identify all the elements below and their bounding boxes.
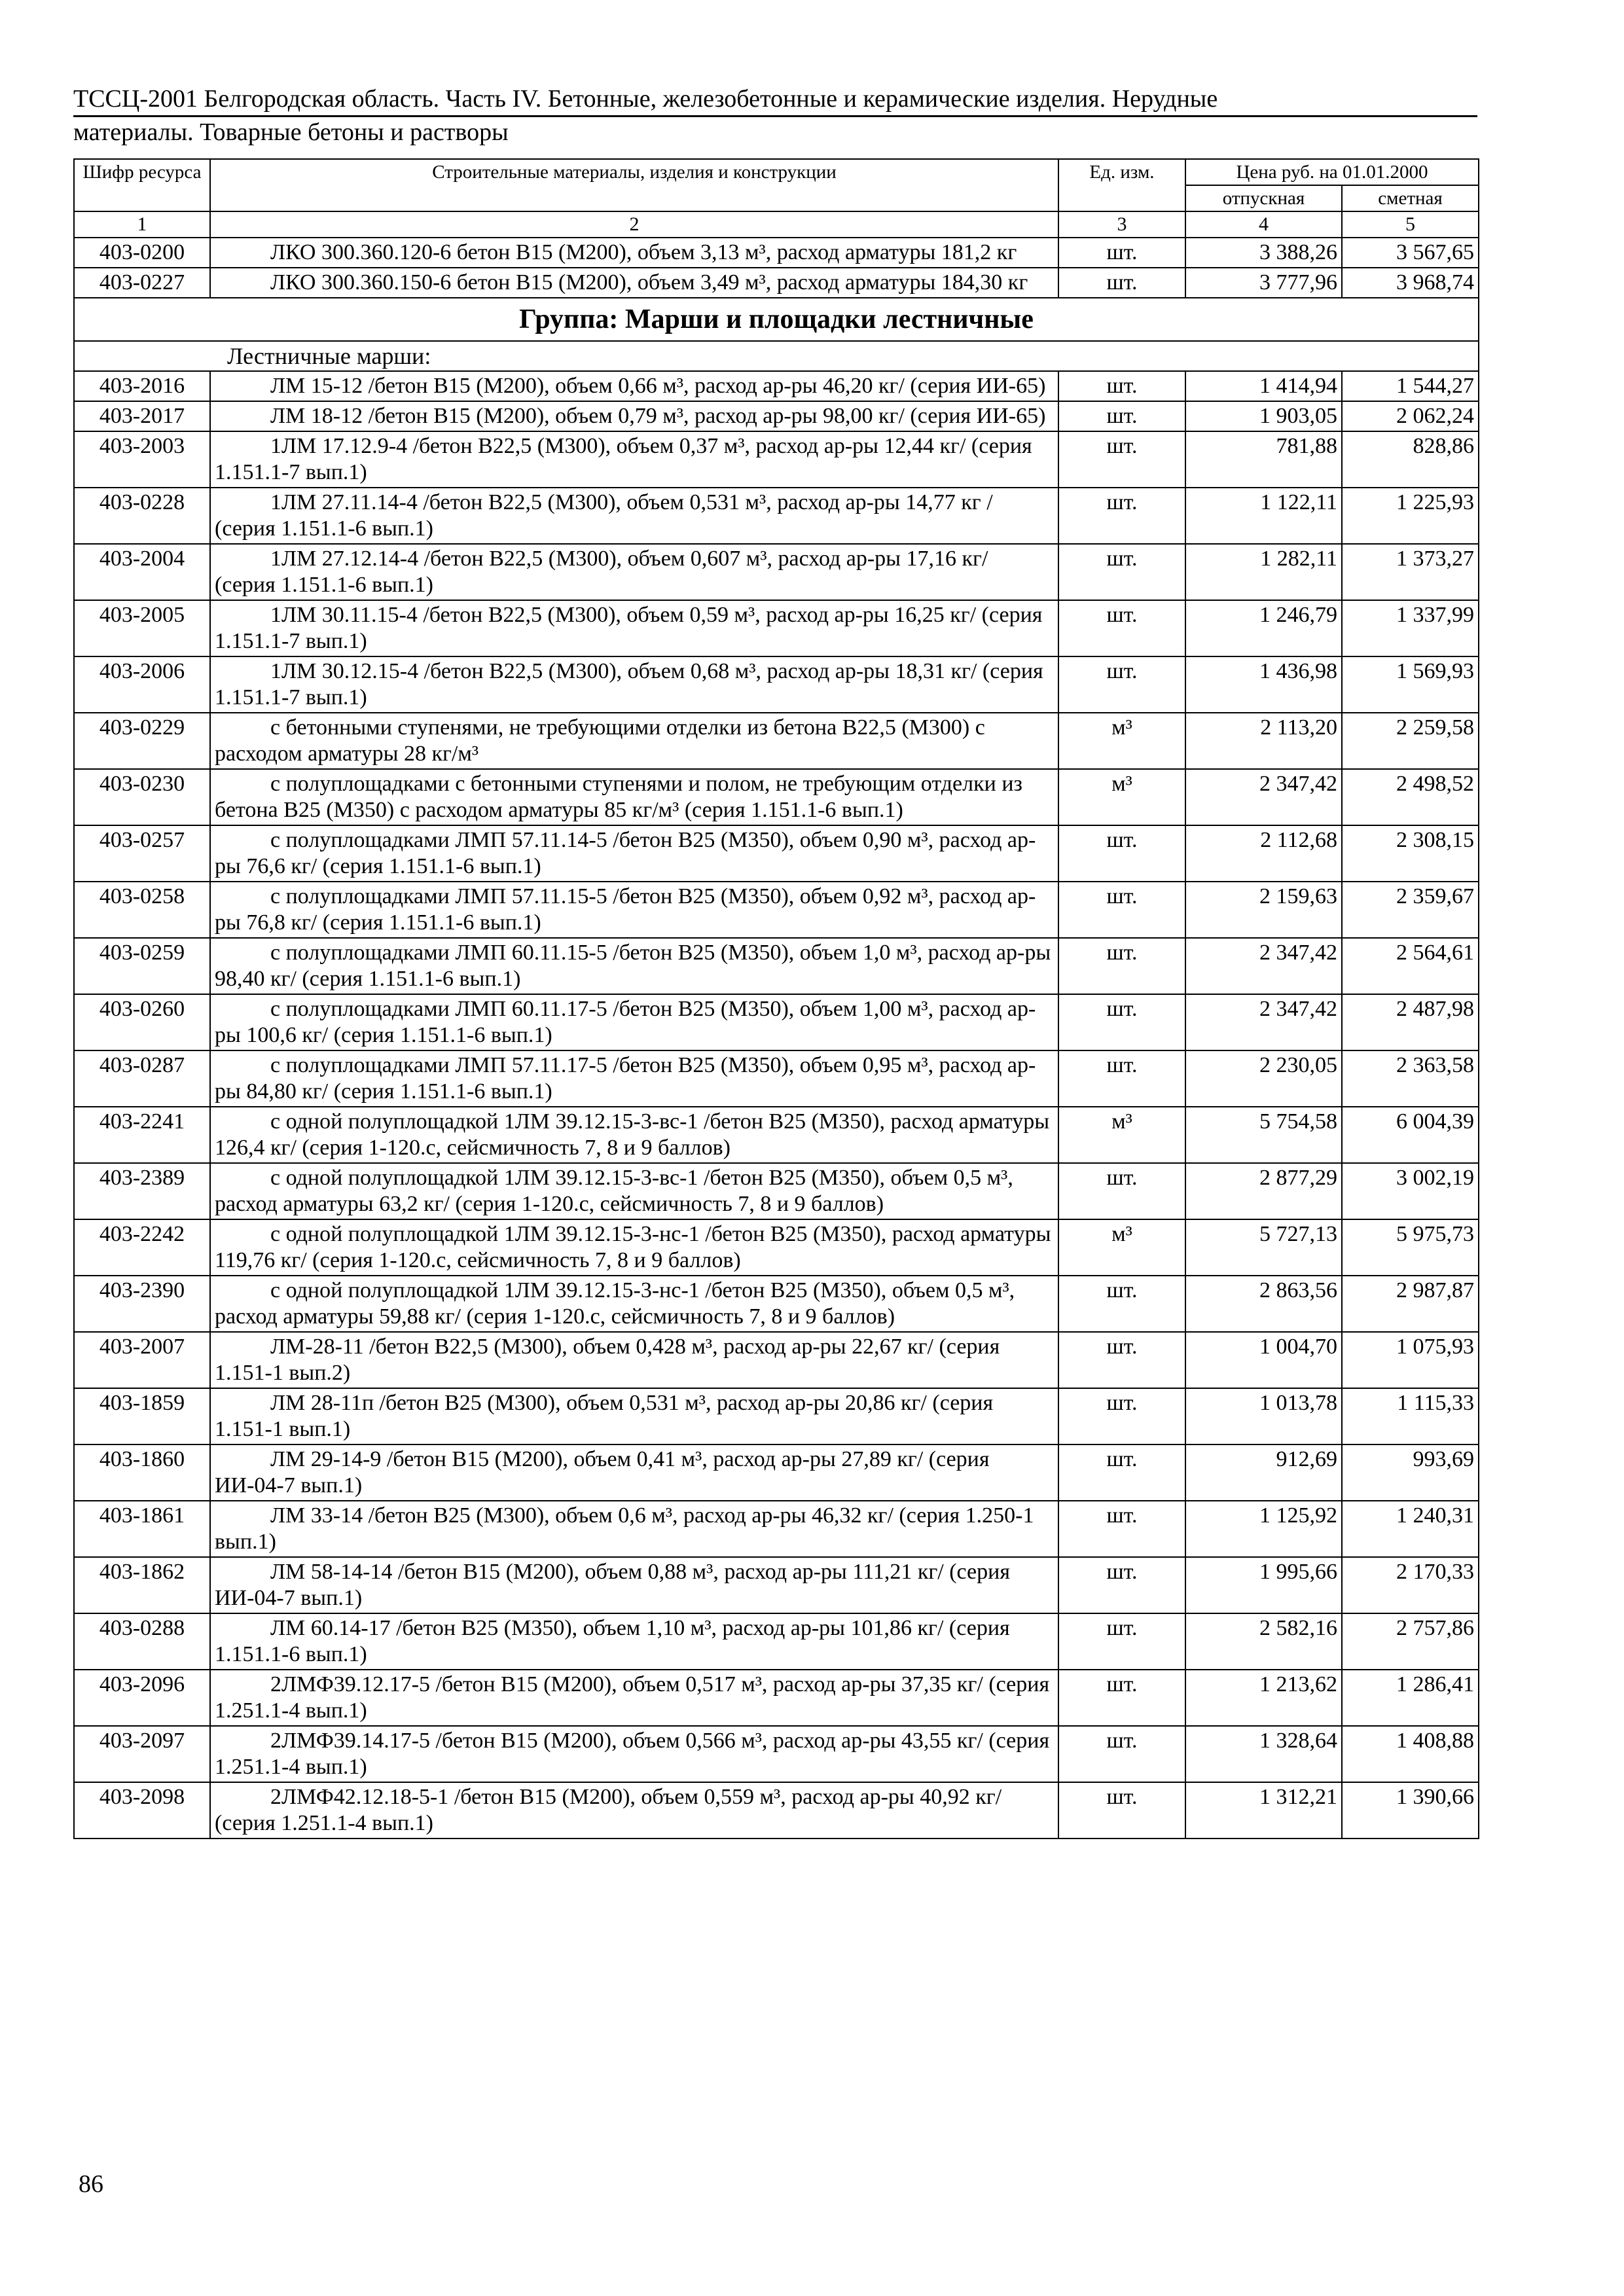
resource-code: 403-2005 <box>74 600 210 656</box>
estimate-price: 2 308,15 <box>1342 825 1479 882</box>
estimate-price: 5 975,73 <box>1342 1219 1479 1276</box>
top-rows <box>74 238 1479 298</box>
table-row <box>74 1444 1479 1501</box>
resource-code: 403-2097 <box>74 1726 210 1782</box>
material-description: ЛКО 300.360.150-6 бетон В15 (М200), объем 3,49 м³, расход арматуры 184,30 кг <box>210 268 1058 298</box>
resource-code: 403-0258 <box>74 882 210 938</box>
material-description: ЛМ 18-12 /бетон В15 (М200), объем 0,79 м³, расход ар-ры 98,00 кг/ (серия ИИ-65) <box>210 401 1058 431</box>
resource-code: 403-2006 <box>74 656 210 713</box>
unit-of-measure: шт. <box>1058 1501 1185 1557</box>
release-price: 1 004,70 <box>1185 1332 1342 1388</box>
material-description: 1ЛМ 30.12.15-4 /бетон В22,5 (М300), объем 0,68 м³, расход ар-ры 18,31 кг/ (серия 1.151.1-7 вып.1) <box>210 656 1058 713</box>
table-row <box>74 1388 1479 1444</box>
release-price: 1 246,79 <box>1185 600 1342 656</box>
release-price: 1 013,78 <box>1185 1388 1342 1444</box>
release-price: 2 113,20 <box>1185 713 1342 769</box>
group-section <box>74 298 1479 371</box>
estimate-price: 1 408,88 <box>1342 1726 1479 1782</box>
group-title: Группа: Марши и площадки лестничные <box>74 298 1479 341</box>
material-description: с полуплощадками ЛМП 57.11.17-5 /бетон В25 (М350), объем 0,95 м³, расход ар-ры 84,80 кг/ (серия 1.151.1-6 вып.1) <box>210 1050 1058 1107</box>
col-header-code: Шифр ресурса <box>74 159 210 211</box>
unit-of-measure: шт. <box>1058 1163 1185 1219</box>
unit-of-measure: шт. <box>1058 371 1185 401</box>
table-row <box>74 1726 1479 1782</box>
unit-of-measure: шт. <box>1058 1613 1185 1670</box>
unit-of-measure: шт. <box>1058 938 1185 994</box>
release-price: 5 754,58 <box>1185 1107 1342 1163</box>
estimate-price: 1 373,27 <box>1342 544 1479 600</box>
unit-of-measure: шт. <box>1058 1782 1185 1839</box>
table-row <box>74 1613 1479 1670</box>
estimate-price: 2 359,67 <box>1342 882 1479 938</box>
table-row <box>74 238 1479 268</box>
estimate-price: 1 569,93 <box>1342 656 1479 713</box>
release-price: 1 995,66 <box>1185 1557 1342 1613</box>
release-price: 2 877,29 <box>1185 1163 1342 1219</box>
resource-code: 403-2016 <box>74 371 210 401</box>
estimate-price: 1 286,41 <box>1342 1670 1479 1726</box>
material-description: 1ЛМ 30.11.15-4 /бетон В22,5 (М300), объем 0,59 м³, расход ар-ры 16,25 кг/ (серия 1.151.1-7 вып.1) <box>210 600 1058 656</box>
table-row <box>74 769 1479 825</box>
resource-code: 403-0228 <box>74 488 210 544</box>
estimate-price: 828,86 <box>1342 431 1479 488</box>
resource-code: 403-0200 <box>74 238 210 268</box>
material-description: ЛМ 60.14-17 /бетон В25 (М350), объем 1,10 м³, расход ар-ры 101,86 кг/ (серия 1.151.1-6 вып.1) <box>210 1613 1058 1670</box>
resource-code: 403-2390 <box>74 1276 210 1332</box>
estimate-price: 2 170,33 <box>1342 1557 1479 1613</box>
release-price: 1 328,64 <box>1185 1726 1342 1782</box>
release-price: 2 347,42 <box>1185 769 1342 825</box>
col-number-2: 2 <box>210 211 1058 238</box>
table-row <box>74 1107 1479 1163</box>
release-price: 1 436,98 <box>1185 656 1342 713</box>
material-description: с полуплощадками ЛМП 60.11.17-5 /бетон В25 (М350), объем 1,00 м³, расход ар-ры 100,6 кг/ (серия 1.151.1-6 вып.1) <box>210 994 1058 1050</box>
material-description: с полуплощадками ЛМП 57.11.15-5 /бетон В25 (М350), объем 0,92 м³, расход ар-ры 76,8 кг/ (серия 1.151.1-6 вып.1) <box>210 882 1058 938</box>
release-price: 2 863,56 <box>1185 1276 1342 1332</box>
material-description: с одной полуплощадкой 1ЛМ 39.12.15-3-нс-1 /бетон В25 (М350), расход арматуры 119,76 кг/ (серия 1-120.с, сейсмичность 7, 8 и 9 баллов) <box>210 1219 1058 1276</box>
unit-of-measure: м³ <box>1058 769 1185 825</box>
col-number-4: 4 <box>1185 211 1342 238</box>
estimate-price: 3 968,74 <box>1342 268 1479 298</box>
material-description: 1ЛМ 27.11.14-4 /бетон В22,5 (М300), объем 0,531 м³, расход ар-ры 14,77 кг / (серия 1.151.1-6 вып.1) <box>210 488 1058 544</box>
estimate-price: 2 363,58 <box>1342 1050 1479 1107</box>
table-row <box>74 1332 1479 1388</box>
resource-code: 403-2017 <box>74 401 210 431</box>
unit-of-measure: шт. <box>1058 238 1185 268</box>
col-header-price: Цена руб. на 01.01.2000 <box>1185 159 1479 185</box>
table-row <box>74 994 1479 1050</box>
material-description: ЛМ 29-14-9 /бетон В15 (М200), объем 0,41 м³, расход ар-ры 27,89 кг/ (серия ИИ-04-7 вып.1) <box>210 1444 1058 1501</box>
resource-code: 403-2241 <box>74 1107 210 1163</box>
unit-of-measure: шт. <box>1058 1332 1185 1388</box>
release-price: 2 112,68 <box>1185 825 1342 882</box>
resource-code: 403-0229 <box>74 713 210 769</box>
estimate-price: 2 757,86 <box>1342 1613 1479 1670</box>
unit-of-measure: шт. <box>1058 1050 1185 1107</box>
unit-of-measure: шт. <box>1058 431 1185 488</box>
estimate-price: 6 004,39 <box>1342 1107 1479 1163</box>
resource-code: 403-0287 <box>74 1050 210 1107</box>
page-header <box>73 84 1477 147</box>
release-price: 5 727,13 <box>1185 1219 1342 1276</box>
table-row <box>74 1782 1479 1839</box>
material-description: ЛМ 58-14-14 /бетон В15 (М200), объем 0,88 м³, расход ар-ры 111,21 кг/ (серия ИИ-04-7 вып.1) <box>210 1557 1058 1613</box>
release-price: 1 213,62 <box>1185 1670 1342 1726</box>
material-description: с одной полуплощадкой 1ЛМ 39.12.15-3-нс-1 /бетон В25 (М350), объем 0,5 м³, расход арматуры 59,88 кг/ (серия 1-120.с, сейсмичность 7, 8 и 9 баллов) <box>210 1276 1058 1332</box>
subgroup-title: Лестничные марши: <box>74 341 1479 371</box>
col-header-materials: Строительные материалы, изделия и конструкции <box>210 159 1058 211</box>
page-number: 86 <box>79 2170 103 2198</box>
col-number-5: 5 <box>1342 211 1479 238</box>
unit-of-measure: шт. <box>1058 1388 1185 1444</box>
unit-of-measure: шт. <box>1058 488 1185 544</box>
material-description: 2ЛМФ39.14.17-5 /бетон В15 (М200), объем 0,566 м³, расход ар-ры 43,55 кг/ (серия 1.251.1-4 вып.1) <box>210 1726 1058 1782</box>
material-description: ЛКО 300.360.120-6 бетон В15 (М200), объем 3,13 м³, расход арматуры 181,2 кг <box>210 238 1058 268</box>
resource-code: 403-1861 <box>74 1501 210 1557</box>
resource-code: 403-0288 <box>74 1613 210 1670</box>
unit-of-measure: шт. <box>1058 1444 1185 1501</box>
release-price: 2 159,63 <box>1185 882 1342 938</box>
table-row <box>74 882 1479 938</box>
table-row <box>74 1050 1479 1107</box>
estimate-price: 1 390,66 <box>1342 1782 1479 1839</box>
release-price: 2 347,42 <box>1185 994 1342 1050</box>
estimate-price: 2 487,98 <box>1342 994 1479 1050</box>
release-price: 912,69 <box>1185 1444 1342 1501</box>
col-number-3: 3 <box>1058 211 1185 238</box>
unit-of-measure: шт. <box>1058 268 1185 298</box>
estimate-price: 3 002,19 <box>1342 1163 1479 1219</box>
unit-of-measure: шт. <box>1058 544 1185 600</box>
release-price: 2 347,42 <box>1185 938 1342 994</box>
unit-of-measure: шт. <box>1058 1670 1185 1726</box>
unit-of-measure: шт. <box>1058 600 1185 656</box>
material-description: ЛМ 33-14 /бетон В25 (М300), объем 0,6 м³, расход ар-ры 46,32 кг/ (серия 1.250-1 вып.1) <box>210 1501 1058 1557</box>
table-row <box>74 713 1479 769</box>
material-description: с полуплощадками ЛМП 57.11.14-5 /бетон В25 (М350), объем 0,90 м³, расход ар-ры 76,6 кг/ (серия 1.151.1-6 вып.1) <box>210 825 1058 882</box>
material-description: с одной полуплощадкой 1ЛМ 39.12.15-3-вс-1 /бетон В25 (М350), расход арматуры 126,4 кг/ (серия 1-120.с, сейсмичность 7, 8 и 9 баллов) <box>210 1107 1058 1163</box>
release-price: 3 388,26 <box>1185 238 1342 268</box>
resource-code: 403-1860 <box>74 1444 210 1501</box>
resource-code: 403-0259 <box>74 938 210 994</box>
material-description: с бетонными ступенями, не требующими отделки из бетона В22,5 (М300) с расходом арматуры 28 кг/м³ <box>210 713 1058 769</box>
unit-of-measure: шт. <box>1058 825 1185 882</box>
unit-of-measure: шт. <box>1058 401 1185 431</box>
release-price: 2 582,16 <box>1185 1613 1342 1670</box>
release-price: 1 282,11 <box>1185 544 1342 600</box>
estimate-price: 3 567,65 <box>1342 238 1479 268</box>
resource-code: 403-1859 <box>74 1388 210 1444</box>
estimate-price: 1 075,93 <box>1342 1332 1479 1388</box>
release-price: 1 122,11 <box>1185 488 1342 544</box>
material-description: с полуплощадками с бетонными ступенями и полом, не требующим отделки из бетона В25 (М350) с расходом арматуры 85 кг/м³ (серия 1.151.1-6 вып.1) <box>210 769 1058 825</box>
material-description: 1ЛМ 27.12.14-4 /бетон В22,5 (М300), объем 0,607 м³, расход ар-ры 17,16 кг/ (серия 1.151.1-6 вып.1) <box>210 544 1058 600</box>
estimate-price: 1 225,93 <box>1342 488 1479 544</box>
resource-code: 403-2004 <box>74 544 210 600</box>
release-price: 1 414,94 <box>1185 371 1342 401</box>
resource-code: 403-2007 <box>74 1332 210 1388</box>
unit-of-measure: м³ <box>1058 1107 1185 1163</box>
estimate-price: 2 062,24 <box>1342 401 1479 431</box>
resource-code: 403-2389 <box>74 1163 210 1219</box>
table-row <box>74 544 1479 600</box>
unit-of-measure: м³ <box>1058 1219 1185 1276</box>
estimate-price: 1 240,31 <box>1342 1501 1479 1557</box>
resource-code: 403-0260 <box>74 994 210 1050</box>
release-price: 1 903,05 <box>1185 401 1342 431</box>
material-description: с одной полуплощадкой 1ЛМ 39.12.15-3-вс-1 /бетон В25 (М350), объем 0,5 м³, расход арматуры 63,2 кг/ (серия 1-120.с, сейсмичность 7, 8 и 9 баллов) <box>210 1163 1058 1219</box>
material-description: ЛМ 28-11п /бетон В25 (М300), объем 0,531 м³, расход ар-ры 20,86 кг/ (серия 1.151-1 вып.1) <box>210 1388 1058 1444</box>
resource-code: 403-0227 <box>74 268 210 298</box>
resource-code: 403-0230 <box>74 769 210 825</box>
table-row <box>74 1557 1479 1613</box>
col-header-unit: Ед. изм. <box>1058 159 1185 211</box>
col-header-estimate: сметная <box>1342 185 1479 211</box>
estimate-price: 2 498,52 <box>1342 769 1479 825</box>
estimate-price: 1 337,99 <box>1342 600 1479 656</box>
col-header-release: отпускная <box>1185 185 1342 211</box>
estimate-price: 2 987,87 <box>1342 1276 1479 1332</box>
table-row <box>74 1276 1479 1332</box>
table-row <box>74 1501 1479 1557</box>
table-row <box>74 431 1479 488</box>
price-table <box>73 158 1479 1839</box>
unit-of-measure: шт. <box>1058 1726 1185 1782</box>
unit-of-measure: шт. <box>1058 882 1185 938</box>
resource-code: 403-2098 <box>74 1782 210 1839</box>
estimate-price: 1 115,33 <box>1342 1388 1479 1444</box>
estimate-price: 2 564,61 <box>1342 938 1479 994</box>
material-description: с полуплощадками ЛМП 60.11.15-5 /бетон В25 (М350), объем 1,0 м³, расход ар-ры 98,40 кг/ (серия 1.151.1-6 вып.1) <box>210 938 1058 994</box>
table-row <box>74 268 1479 298</box>
unit-of-measure: шт. <box>1058 1276 1185 1332</box>
resource-code: 403-1862 <box>74 1557 210 1613</box>
table-row <box>74 401 1479 431</box>
material-description: ЛМ 15-12 /бетон В15 (М200), объем 0,66 м³, расход ар-ры 46,20 кг/ (серия ИИ-65) <box>210 371 1058 401</box>
resource-code: 403-0257 <box>74 825 210 882</box>
table-row <box>74 938 1479 994</box>
col-number-1: 1 <box>74 211 210 238</box>
release-price: 1 312,21 <box>1185 1782 1342 1839</box>
table-row <box>74 488 1479 544</box>
estimate-price: 993,69 <box>1342 1444 1479 1501</box>
estimate-price: 2 259,58 <box>1342 713 1479 769</box>
release-price: 3 777,96 <box>1185 268 1342 298</box>
resource-code: 403-2003 <box>74 431 210 488</box>
main-rows <box>74 371 1479 1839</box>
header-title-line2: материалы. Товарные бетоны и растворы <box>73 118 509 146</box>
estimate-price: 1 544,27 <box>1342 371 1479 401</box>
material-description: 2ЛМФ39.12.17-5 /бетон В15 (М200), объем 0,517 м³, расход ар-ры 37,35 кг/ (серия 1.251.1-4 вып.1) <box>210 1670 1058 1726</box>
unit-of-measure: шт. <box>1058 994 1185 1050</box>
release-price: 1 125,92 <box>1185 1501 1342 1557</box>
release-price: 781,88 <box>1185 431 1342 488</box>
table-row <box>74 656 1479 713</box>
material-description: 2ЛМФ42.12.18-5-1 /бетон В15 (М200), объем 0,559 м³, расход ар-ры 40,92 кг/ (серия 1.251.1-4 вып.1) <box>210 1782 1058 1839</box>
material-description: 1ЛМ 17.12.9-4 /бетон В22,5 (М300), объем 0,37 м³, расход ар-ры 12,44 кг/ (серия 1.151.1-7 вып.1) <box>210 431 1058 488</box>
table-row <box>74 1219 1479 1276</box>
unit-of-measure: шт. <box>1058 656 1185 713</box>
unit-of-measure: шт. <box>1058 1557 1185 1613</box>
release-price: 2 230,05 <box>1185 1050 1342 1107</box>
table-row <box>74 825 1479 882</box>
unit-of-measure: м³ <box>1058 713 1185 769</box>
material-description: ЛМ-28-11 /бетон В22,5 (М300), объем 0,428 м³, расход ар-ры 22,67 кг/ (серия 1.151-1 вып.2) <box>210 1332 1058 1388</box>
header-title-line1: ТССЦ-2001 Белгородская область. Часть IV. Бетонные, железобетонные и керамические изделия. Нерудные <box>73 84 1477 117</box>
table-row <box>74 371 1479 401</box>
table-row <box>74 1163 1479 1219</box>
table-row <box>74 600 1479 656</box>
table-row <box>74 1670 1479 1726</box>
resource-code: 403-2096 <box>74 1670 210 1726</box>
resource-code: 403-2242 <box>74 1219 210 1276</box>
